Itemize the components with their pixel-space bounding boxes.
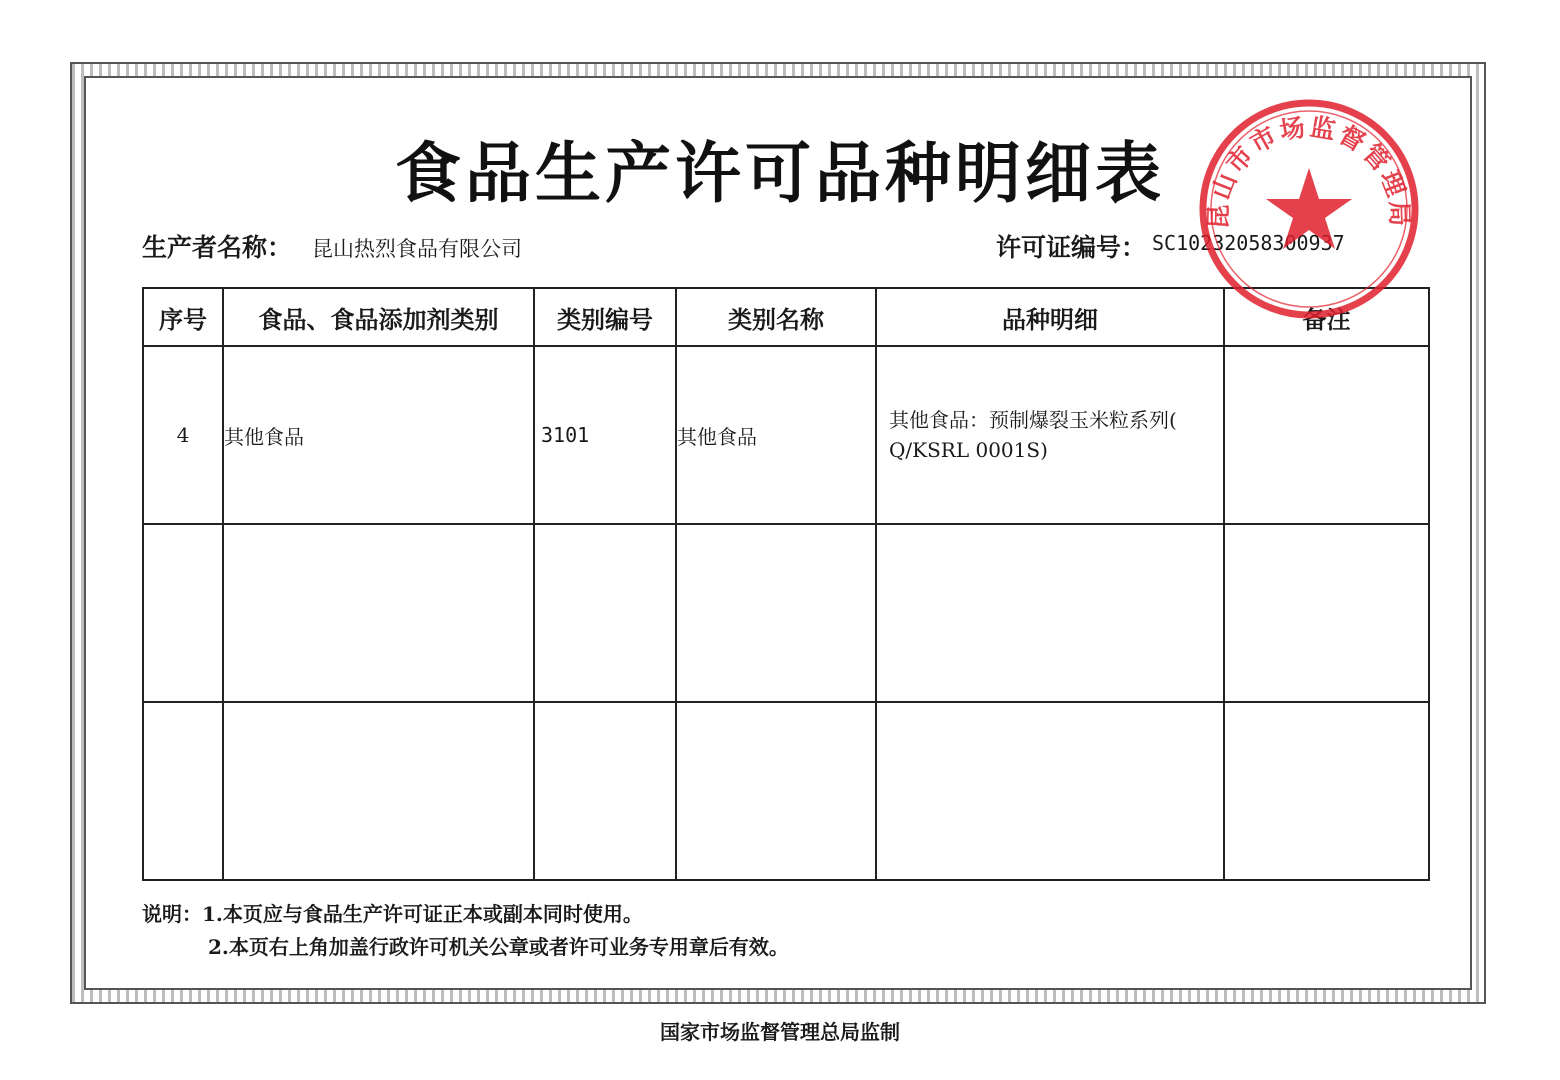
cell-code [534, 524, 676, 702]
producer-name: 昆山热烈食品有限公司 [312, 237, 522, 261]
note-row [142, 898, 789, 931]
cell-remark [1224, 702, 1429, 880]
cell-remark [1224, 346, 1429, 524]
producer-label: 生产者名称： [142, 233, 293, 262]
notes [142, 898, 789, 964]
cell-detail [876, 346, 1224, 524]
footer-issuer: 国家市场监督管理总局监制 [660, 1020, 900, 1044]
table-row [143, 524, 1429, 702]
cell-category [223, 702, 534, 880]
header-category-name: 类别名称 [676, 288, 876, 346]
cell-code [534, 702, 676, 880]
cell-category-name: 其他食品 [676, 346, 876, 524]
official-seal-stamp [1196, 96, 1422, 322]
cell-seq [143, 524, 223, 702]
license-number: SC10232058300937 [1152, 231, 1345, 255]
cell-remark [1224, 524, 1429, 702]
cell-category-name [676, 702, 876, 880]
header-detail: 品种明细 [876, 288, 1224, 346]
table-row [143, 346, 1429, 524]
cell-detail [876, 702, 1224, 880]
header-code: 类别编号 [534, 288, 676, 346]
variety-table [142, 287, 1430, 881]
table-row [143, 702, 1429, 880]
cell-detail [876, 524, 1224, 702]
header-seq: 序号 [143, 288, 223, 346]
detail-line: Q/KSRL 0001S) [889, 438, 1048, 462]
cell-seq: 4 [143, 346, 223, 524]
cell-category-name [676, 524, 876, 702]
document-title: 食品生产许可品种明细表 [395, 134, 1165, 212]
license-label: 许可证编号： [996, 233, 1147, 262]
header-remark: 备注 [1224, 288, 1429, 346]
cell-code: 3101 [534, 346, 676, 524]
cell-seq [143, 702, 223, 880]
note-2: 2.本页右上角加盖行政许可机关公章或者许可业务专用章后有效。 [208, 935, 789, 959]
cell-category: 其他食品 [223, 346, 534, 524]
cell-category [223, 524, 534, 702]
seal-text: 昆山市市场监督管理局 [1203, 112, 1415, 230]
note-1: 1.本页应与食品生产许可证正本或副本同时使用。 [202, 902, 643, 926]
notes-label: 说明： [142, 902, 202, 926]
detail-line: 其他食品：预制爆裂玉米粒系列( [889, 408, 1177, 432]
header-category: 食品、食品添加剂类别 [223, 288, 534, 346]
star-icon [1266, 168, 1352, 249]
